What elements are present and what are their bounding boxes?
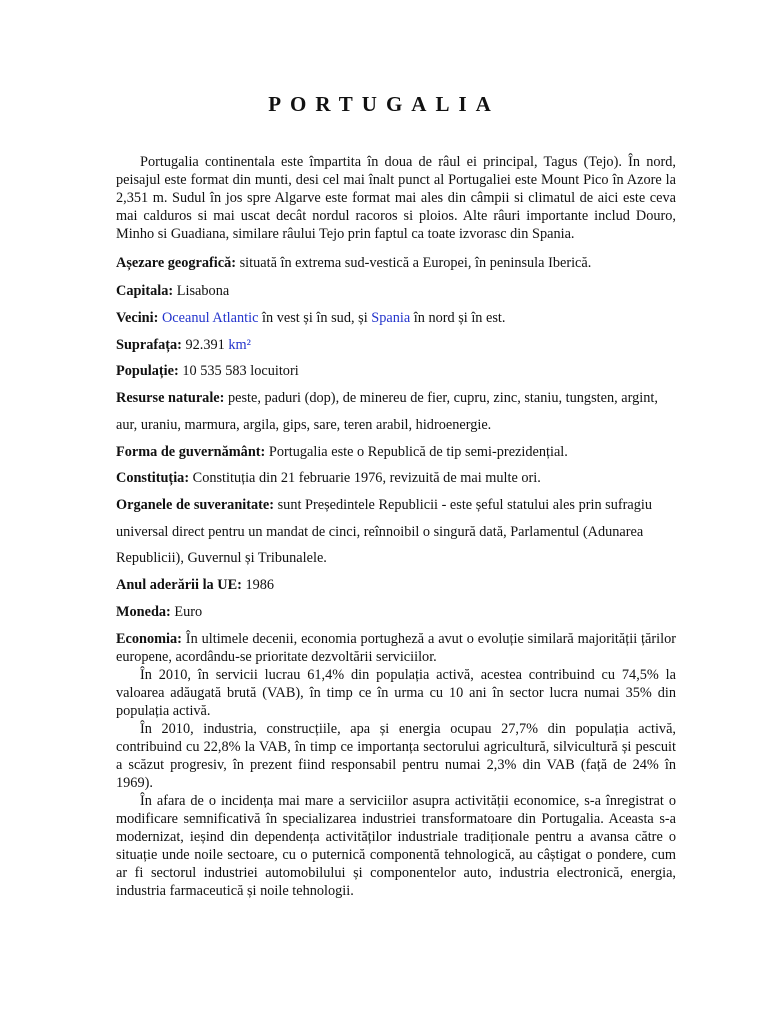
fact-constitutia	[116, 470, 541, 487]
fact-resurse	[116, 390, 658, 407]
fact-label: Organele de suveranitate:	[116, 497, 275, 513]
link-spania[interactable]: Spania	[371, 310, 411, 326]
fact-value: 1986	[241, 577, 275, 593]
fact-suprafata	[116, 337, 251, 354]
fact-label: Forma de guvernământ:	[116, 444, 266, 460]
fact-label: Resurse naturale:	[116, 390, 225, 406]
economia-paragraph-2: În 2010, în servicii lucrau 61,4% din populația activă, acestea contribuind cu 74,5% la valoarea adăugată brută (VAB), în timp ce în urma cu 10 ani în sector lucra numai 35% din populația activă.	[116, 667, 676, 719]
economia-paragraph-4: În afara de o incidența mai mare a serviciilor asupra activității economice, s-a înregistrat o modificare semnificativă în specializarea industriei transformatoare din Portugalia. Aceasta s-a modernizat, ieșind din dependența activităților industriale tradiționale pentru a avansa către o situație unde noile sectoare, cu o puternică componentă tehnologică, au câștigat o pondere, cum ar fi sectorul industriei automobilului și componentelor auto, industria electronică, energia, industria farmaceutică și noile tehnologii.	[116, 793, 676, 899]
fact-moneda	[116, 604, 202, 621]
intro-paragraph: Portugalia continentala este împartita în doua de râul ei principal, Tagus (Tejo). În nord, peisajul este format din munti, desi cel mai înalt punct al Portugaliei este Mount Pico în Azore la 2,351 m. Sudul în jos spre Algarve este format mai ales din câmpii si climatul de aici este ceva mai calduros si mai uscat decât nordul racoros si ploios. Alte râuri importante includ Douro, Minho si Guadiana, similare râului Tejo prin faptul ca toate izvorasc din Spania.	[116, 154, 676, 242]
fact-resurse-cont: aur, uraniu, marmura, argila, gips, sare, teren arabil, hidroenergie.	[116, 417, 492, 433]
fact-label: Moneda:	[116, 604, 171, 620]
fact-vecini	[116, 310, 505, 327]
fact-label: Capitala:	[116, 283, 174, 299]
fact-label: Anul aderării la UE:	[116, 577, 242, 593]
fact-label: Suprafața:	[116, 337, 182, 353]
fact-forma	[116, 444, 568, 461]
fact-value: sunt Președintele Republicii - este șeful statului ales prin sufragiu	[274, 497, 653, 513]
fact-value: 92.391	[181, 337, 229, 353]
fact-capitala	[116, 283, 229, 300]
fact-value: situată în extrema sud-vestică a Europei, în peninsula Iberică.	[236, 255, 592, 271]
fact-label: Constituția:	[116, 470, 190, 486]
fact-label: Vecini:	[116, 310, 159, 326]
fact-value: Euro	[170, 604, 203, 620]
fact-organele	[116, 497, 652, 514]
fact-value: peste, paduri (dop), de minereu de fier, cupru, zinc, staniu, tungsten, argint,	[224, 390, 658, 406]
fact-populatie	[116, 363, 299, 380]
fact-anul-aderarii	[116, 577, 274, 594]
economia-paragraph	[116, 630, 676, 666]
fact-organele-cont: Republicii), Guvernul și Tribunalele.	[116, 550, 327, 566]
economia-text: În ultimele decenii, economia portugheză a avut o evoluție similară majorității țărilor europene, acordându-se prioritate dezvoltării serviciilor.	[116, 631, 676, 665]
fact-value: Constituția din 21 februarie 1976, revizuită de mai multe ori.	[189, 470, 541, 486]
fact-value: Lisabona	[173, 283, 230, 299]
fact-organele-cont: universal direct pentru un mandat de cinci, reînnoibil o singură dată, Parlamentul (Adunarea	[116, 524, 644, 540]
fact-asezare	[116, 255, 591, 272]
fact-value: 10 535 583 locuitori	[178, 363, 299, 379]
fact-label: Așezare geografică:	[116, 255, 237, 271]
link-oceanul-atlantic[interactable]: Oceanul Atlantic	[161, 310, 259, 326]
page-title: PORTUGALIA	[268, 92, 500, 116]
link-km2[interactable]: km²	[228, 337, 251, 353]
fact-label: Economia:	[116, 631, 182, 647]
economia-paragraph-3: În 2010, industria, construcțiile, apa și energia ocupau 27,7% din populația activă, contribuind cu 22,8% la VAB, în timp ce importanța sectorului agricultură, silvicultură și pescuit a scăzut progresiv, în prezent fiind responsabil pentru numai 2,3% din VAB (față de 24% în 1969).	[116, 721, 676, 791]
fact-value: în vest și în sud, și	[258, 310, 372, 326]
fact-value: în nord și în est.	[410, 310, 506, 326]
fact-label: Populație:	[116, 363, 179, 379]
fact-value: Portugalia este o Republică de tip semi-prezidențial.	[265, 444, 568, 460]
